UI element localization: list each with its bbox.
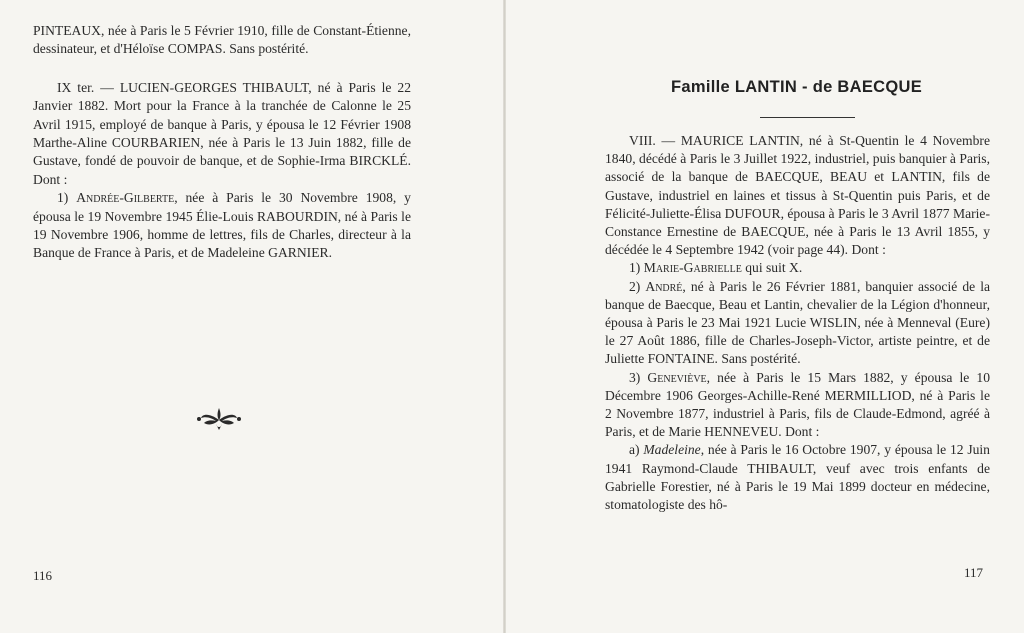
paragraph-pinteaux: PINTEAUX, née à Paris le 5 Février 1910, fille de Constant-Étienne, dessinateur, et d'Héloïse COMPAS. Sans postérité. [33,23,411,57]
list-item-genevieve: 3) Geneviève, née à Paris le 15 Mars 1882, y épousa le 10 Décembre 1906 Georges-Achille-René MERMILLIOD, né à Paris le 2 Novembre 1877, industriel à Paris, fils de Claude-Edmond, agréé à Paris, et de Marie HENNEVEU. Dont : [605,369,990,440]
right-page-text [605,132,990,514]
fleuron-ornament-icon [195,404,243,432]
page-number-left: 116 [33,568,53,583]
list-item-marie-gabrielle: 1) Marie-Gabrielle qui suit X. [629,260,803,276]
right-page [505,0,1024,633]
page-number-right: 117 [964,565,984,580]
paragraph-lucien-georges: IX ter. — LUCIEN-GEORGES THIBAULT, né à Paris le 22 Janvier 1882. Mort pour la France à la tranchée de Calonne le 25 Avril 1915, employé de banque à Paris, y épousa le 12 Février 1908 Marthe-Aline COURBARIEN, née à Paris le 13 Juin 1882, fille de Gustave, fondé de pouvoir de banque, et de Sophie-Irma BIRCKLÉ. Dont : [33,79,411,187]
list-item-andree-gilberte: 1) Andrée-Gilberte, née à Paris le 30 Novembre 1908, y épousa le 19 Novembre 1945 Élie-Louis RABOURDIN, né à Paris le 19 Novembre 1906, homme de lettres, fils de Charles, directeur à la Banque de France à Paris, et de Madeleine GARNIER. [33,190,411,261]
list-item-andre: 2) André, né à Paris le 26 Février 1881, banquier associé de la banque de Baecque, Beau et Lantin, chevalier de la Légion d'honneur, épousa à Paris le 23 Mai 1921 Lucie WISLIN, née à Menneval (Eure) le 27 Août 1886, fille de Charles-Joseph-Victor, artiste peintre, et de Juliette FONTAINE. Sans postérité. [605,278,990,367]
section-heading: Famille LANTIN - de BAECQUE [671,78,923,96]
list-item-madeleine: a) Madeleine, née à Paris le 16 Octobre 1907, y épousa le 12 Juin 1941 Raymond-Claude THIBAULT, veuf avec trois enfants de Gabrielle Forestier, né à Paris le 19 Mai 1899 docteur en médecine, stomatologiste des hô- [605,442,990,513]
left-page-text [33,22,411,263]
heading-underline [760,117,855,118]
paragraph-maurice-lantin: VIII. — MAURICE LANTIN, né à St-Quentin le 4 Novembre 1840, décédé à Paris le 3 Juillet 1922, industriel, puis banquier à Paris, associé de la banque de BAECQUE, BEAU et LANTIN, fils de Gustave, industriel en laines et tissus à St-Quentin puis Paris, et de Félicité-Juliette-Élisa DUFOUR, épousa à Paris le 3 Avril 1877 Marie-Constance Ernestine de BAECQUE, née à Paris le 13 Avril 1855, y décédée le 4 Septembre 1942 (voir page 44). Dont : [605,133,990,258]
left-page [0,0,505,633]
